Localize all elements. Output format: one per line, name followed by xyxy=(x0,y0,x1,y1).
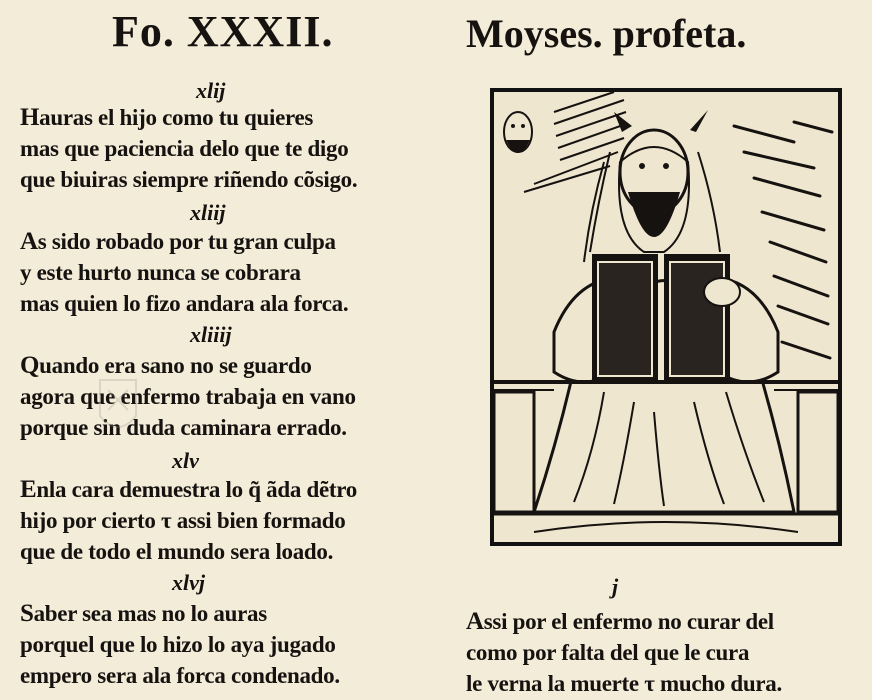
verse-line: Assi por el enfermo no curar del xyxy=(466,608,774,635)
verse-line: Hauras el hijo como tu quieres xyxy=(20,104,314,131)
stanza-numeral: xlvj xyxy=(172,570,205,595)
folio-heading: Fo. XXXII. xyxy=(112,7,334,56)
verse-line: y este hurto nunca se cobrara xyxy=(20,260,301,285)
page-title: Moyses. profeta. xyxy=(466,11,747,56)
verse-line: porquel que lo hizo lo aya jugado xyxy=(20,632,336,657)
verse-line: mas que paciencia delo que te digo xyxy=(20,136,349,161)
verse-line: Quando era sano no se guardo xyxy=(20,352,312,379)
verse-line: As sido robado por tu gran culpa xyxy=(20,228,336,255)
verse-line: agora que enfermo trabaja en vano xyxy=(20,384,356,409)
prophet-with-tablets-icon xyxy=(494,92,838,542)
stanza-numeral: xlv xyxy=(172,448,199,473)
stanza xyxy=(20,350,460,443)
stanza xyxy=(466,606,866,699)
stanza-numeral: xliiij xyxy=(190,322,232,347)
verse-line: hijo por cierto τ assi bien formado xyxy=(20,508,346,533)
stanza xyxy=(20,474,460,567)
stanza xyxy=(20,598,460,691)
verse-line: empero sera ala forca condenado. xyxy=(20,663,340,688)
woodcut-illustration xyxy=(490,88,842,546)
stanza-numeral: xliij xyxy=(190,200,226,225)
stanza-numeral: j xyxy=(612,574,619,599)
stanza xyxy=(20,226,460,319)
verse-line: Saber sea mas no lo auras xyxy=(20,600,267,627)
verse-line: que biuiras siempre riñendo cõsigo. xyxy=(20,167,358,192)
verse-line: mas quien lo fizo andara ala forca. xyxy=(20,291,349,316)
verse-line: que de todo el mundo sera loado. xyxy=(20,539,334,564)
verse-line: le verna la muerte τ mucho dura. xyxy=(466,671,782,696)
library-stamp-icon xyxy=(96,376,140,440)
verse-line: porque sin duda caminara errado. xyxy=(20,415,347,440)
stanza xyxy=(20,102,460,195)
verse-line: como por falta del que le cura xyxy=(466,640,750,665)
verse-line: Enla cara demuestra lo q̃ ãda dẽtro xyxy=(20,476,357,503)
stanza-numeral: xlij xyxy=(196,78,226,103)
